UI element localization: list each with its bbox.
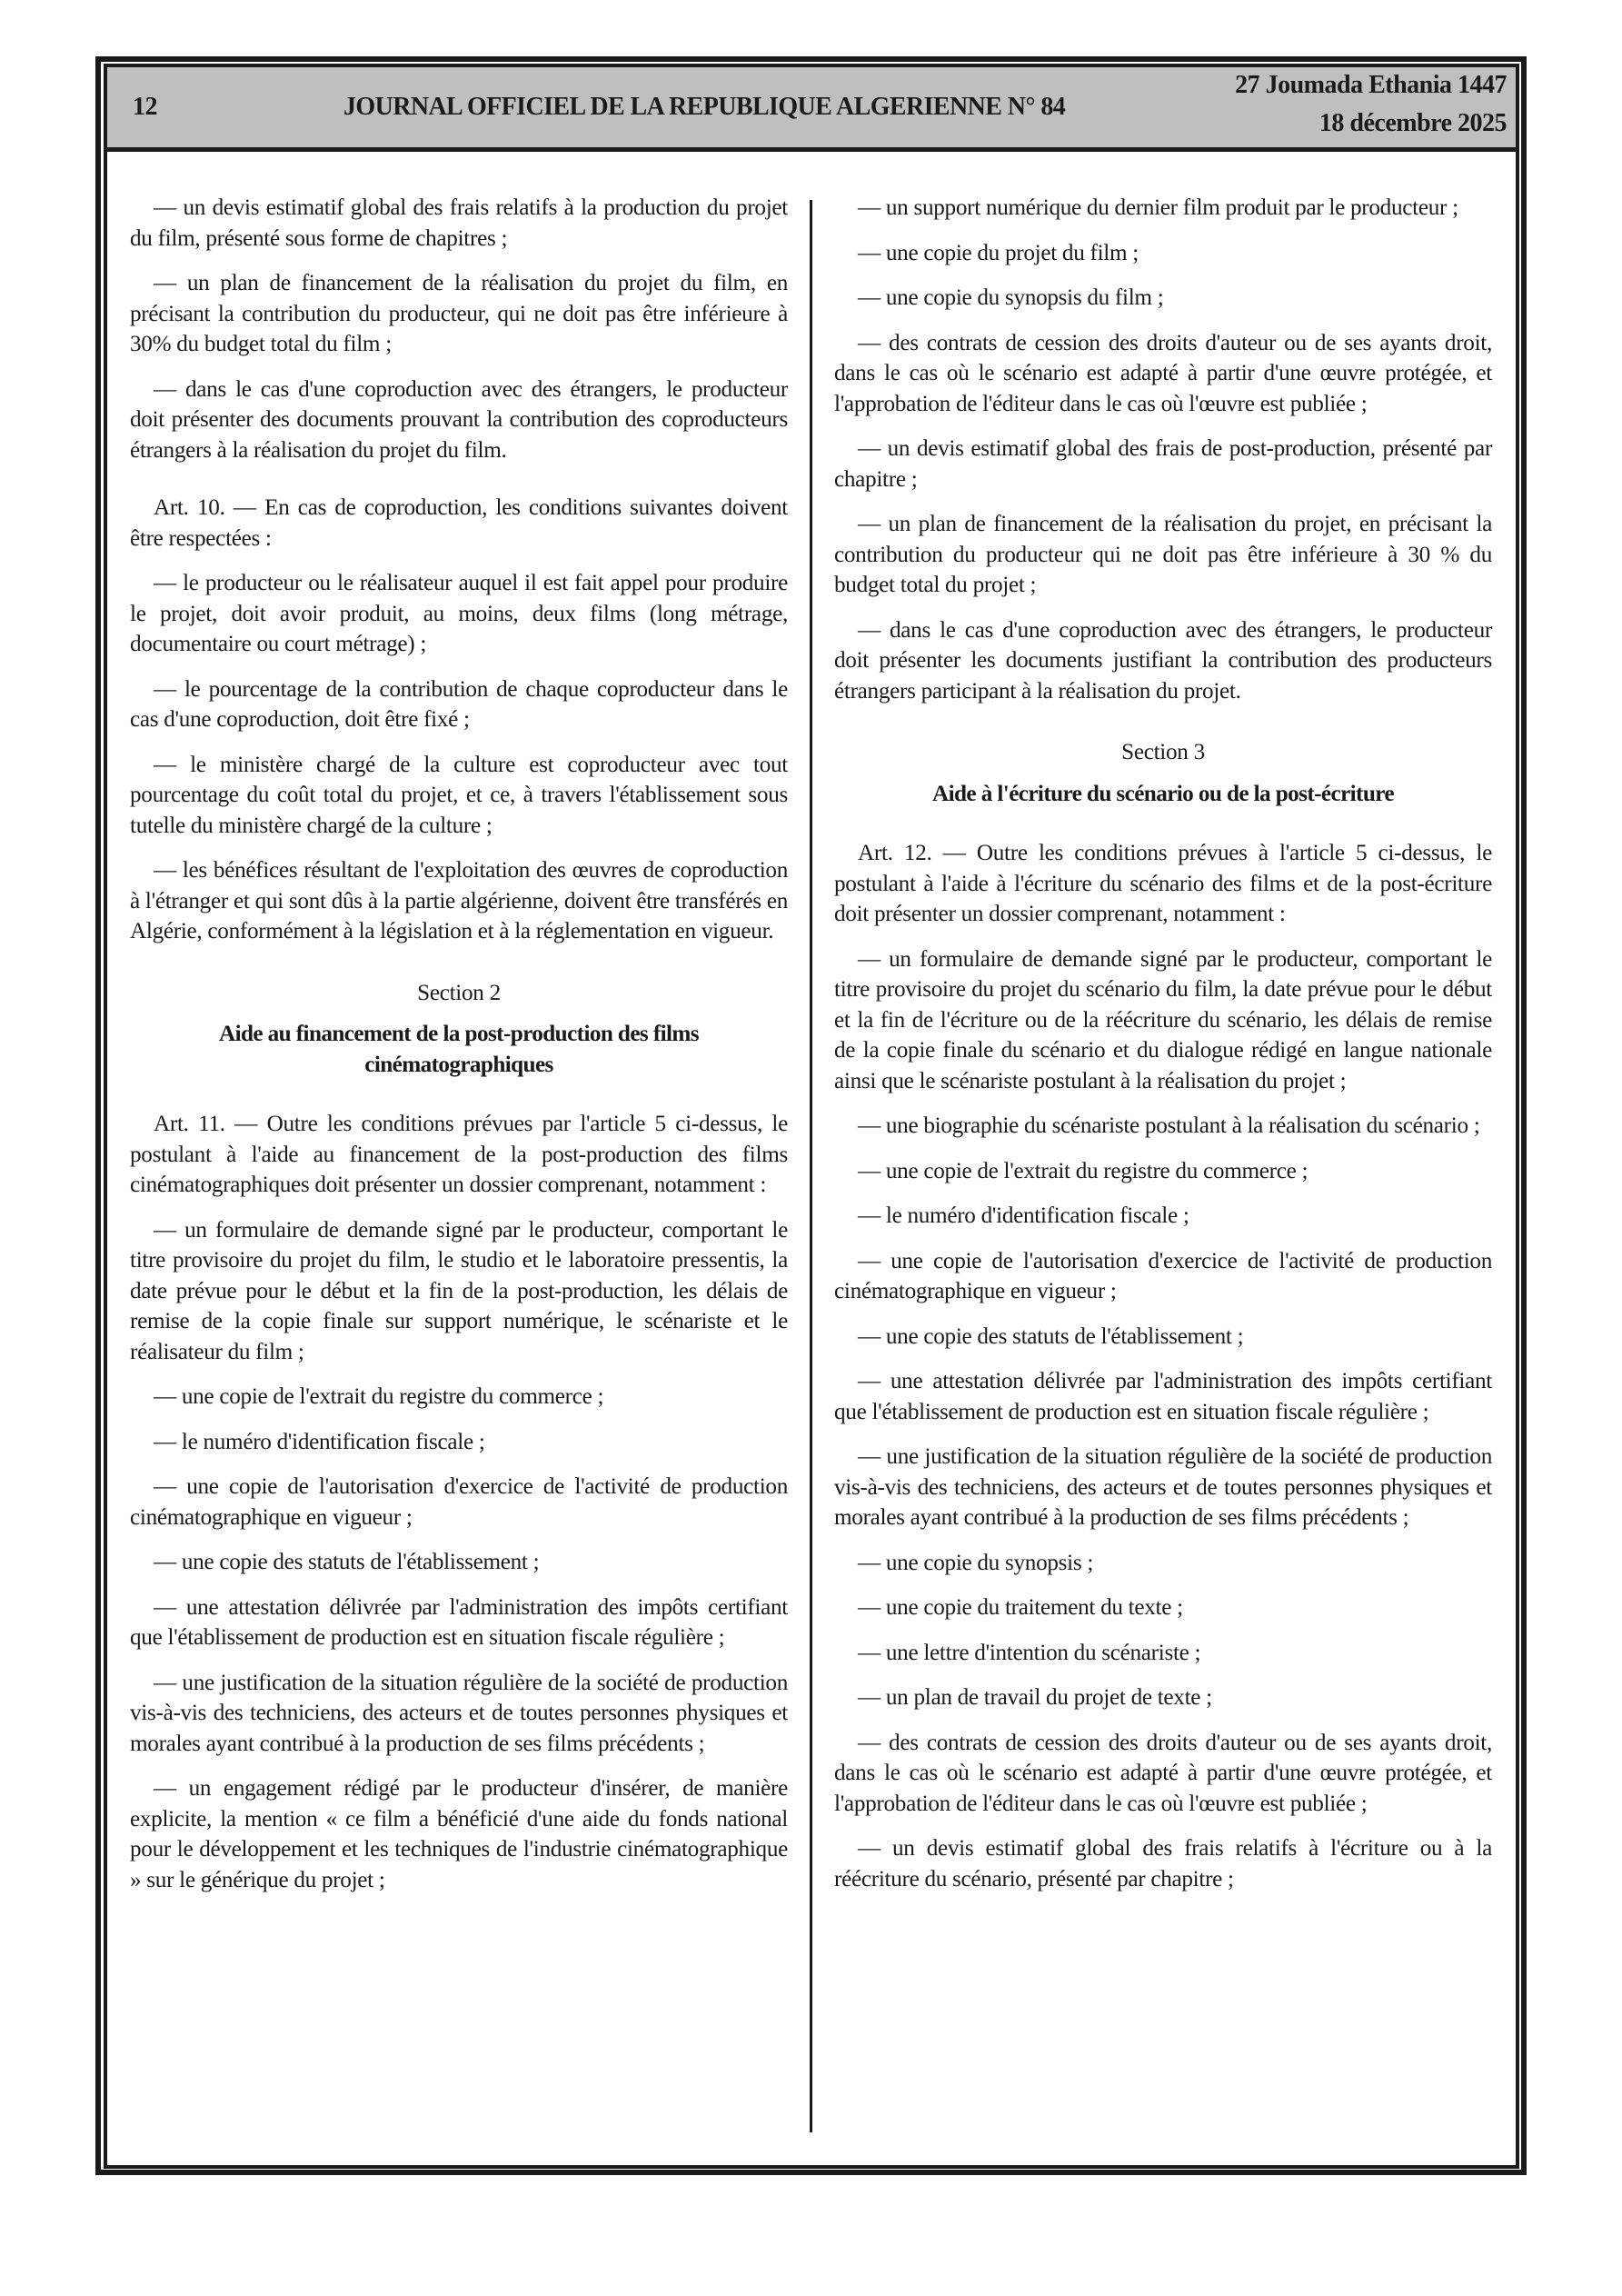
list-item: — une copie du traitement du texte ; [858,1595,1183,1620]
list-item: — une copie de l'autorisation d'exercice de l'activité de production cinématographique en vigueur ; [834,1248,1492,1303]
section-3-label: Section 3 [1121,740,1205,764]
list-item: — dans le cas d'une coproduction avec des étrangers, le producteur doit présenter des documents prouvant la contribution des coproducteurs étrangers à la réalisation du projet du film. [130,376,788,463]
list-item: — le numéro d'identification fiscale ; [858,1203,1189,1228]
page-header [107,67,1516,152]
list-item: — le numéro d'identification fiscale ; [154,1429,485,1454]
right-column [834,193,1492,1909]
list-item: — une copie de l'extrait du registre du commerce ; [858,1158,1309,1183]
article-12-intro: Art. 12. — Outre les conditions prévues à l'article 5 ci-dessus, le postulant à l'aide à l'écriture du scénario des films et de la post-écriture doit présenter un dossier comprenant, notamment : [834,841,1492,926]
list-item: — une copie du synopsis ; [858,1550,1094,1575]
gregorian-date: 18 décembre 2025 [1318,109,1507,137]
list-item: — un plan de travail du projet de texte ; [858,1685,1212,1710]
list-item: — une attestation délivrée par l'administration des impôts certifiant que l'établissement de production est en situation fiscale régulière ; [834,1369,1492,1424]
list-item: — le ministère chargé de la culture est coproducteur avec tout pourcentage du coût total du projet, et ce, à travers l'établissement sous tutelle du ministère chargé de la culture ; [130,752,788,838]
list-item: — un formulaire de demande signé par le producteur, comportant le titre provisoire du projet du film, le studio et le laboratoire pressentis, la date prévue pour le début et la fin de la post-production, les délais de remise de la copie finale sur support numérique, le scénariste et le réalisateur du film ; [130,1217,788,1364]
list-item: — une copie des statuts de l'établissement ; [858,1323,1244,1349]
list-item: — les bénéfices résultant de l'exploitation des œuvres de coproduction à l'étranger et qui sont dûs à la partie algérienne, doivent être transférés en Algérie, conformément à la législation et à la réglementation en vigueur. [130,858,788,943]
list-item: — un formulaire de demande signé par le producteur, comportant le titre provisoire du projet du scénario du film, la date prévue pour le début et la fin de l'écriture ou de la réécriture du scénario, les délais de remise de la copie finale du scénario et du dialogue rédigé en langue nationale ainsi que le scénariste postulant à la réalisation du projet ; [834,946,1492,1093]
list-item: — un plan de financement de la réalisation du projet du film, en précisant la contribution du producteur, qui ne doit pas être inférieure à 30% du budget total du film ; [130,271,788,356]
journal-title: JOURNAL OFFICIEL DE LA REPUBLIQUE ALGERIENNE N° 84 [343,93,1066,121]
list-item: — une copie des statuts de l'établissement ; [154,1550,540,1574]
list-item: — un support numérique du dernier film produit par le producteur ; [858,195,1458,220]
list-item: — un plan de financement de la réalisation du projet, en précisant la contribution du producteur qui ne doit pas être inférieure à 30 % du budget total du projet ; [834,512,1492,597]
list-item: — une copie du synopsis du film ; [858,285,1164,310]
section-2-title: Aide au financement de la post-production des films cinématographiques [219,1022,699,1077]
list-item: — une justification de la situation régulière de la société de production vis-à-vis des techniciens, des acteurs et de toutes personnes physiques et morales ayant contribué à la production de ses films précédents ; [834,1444,1492,1530]
list-item: — des contrats de cession des droits d'auteur ou de ses ayants droit, dans le cas où le scénario est adapté à partir d'une œuvre protégée, et l'approbation de l'éditeur dans le cas où l'œuvre est publiée ; [834,330,1492,416]
section-3-title: Aide à l'écriture du scénario ou de la post-écriture [932,781,1394,806]
list-item: — une biographie du scénariste postulant à la réalisation du scénario ; [858,1113,1480,1138]
article-11-intro: Art. 11. — Outre les conditions prévues par l'article 5 ci-dessus, le postulant à l'aide au financement de la post-production des films cinématographiques doit présenter un dossier comprenant, notamment : [130,1112,788,1197]
section-2-label: Section 2 [417,980,501,1005]
list-item: — le pourcentage de la contribution de chaque coproducteur dans le cas d'une coproduction, doit être fixé ; [130,676,788,732]
hijri-date: 27 Joumada Ethania 1447 [1235,71,1507,99]
list-item: — un devis estimatif global des frais relatifs à l'écriture ou à la réécriture du scénario, présenté par chapitre ; [834,1836,1492,1892]
column-divider [810,200,812,2132]
list-item: — un devis estimatif global des frais relatifs à la production du projet du film, présenté sous forme de chapitres ; [130,195,788,251]
list-item: — un devis estimatif global des frais de post-production, présenté par chapitre ; [834,436,1492,492]
left-column [130,193,788,1910]
list-item: — des contrats de cession des droits d'auteur ou de ses ayants droit, dans le cas où le scénario est adapté à partir d'une œuvre protégée, et l'approbation de l'éditeur dans le cas où l'œuvre est publiée ; [834,1730,1492,1816]
list-item: — une attestation délivrée par l'administration des impôts certifiant que l'établissement de production est en situation fiscale régulière ; [130,1594,788,1650]
list-item: — un engagement rédigé par le producteur d'insérer, de manière explicite, la mention « ce film a bénéficié d'une aide du fonds national pour le développement et les techniques de l'industrie cinématographique » sur le générique du projet ; [130,1776,788,1892]
article-10-intro: Art. 10. — En cas de coproduction, les conditions suivantes doivent être respectées : [130,495,788,551]
page-number: 12 [133,93,157,121]
list-item: — dans le cas d'une coproduction avec des étrangers, le producteur doit présenter les documents justifiant la contribution des producteurs étrangers participant à la réalisation du projet. [834,617,1492,704]
list-item: — une justification de la situation régulière de la société de production vis-à-vis des techniciens, des acteurs et de toutes personnes physiques et morales ayant contribué à la production de ses films précédents ; [130,1670,788,1756]
list-item: — une copie de l'autorisation d'exercice de l'activité de production cinématographique en vigueur ; [130,1474,788,1530]
list-item: — une lettre d'intention du scénariste ; [858,1640,1201,1665]
list-item: — le producteur ou le réalisateur auquel il est fait appel pour produire le projet, doit avoir produit, au moins, deux films (long métrage, documentaire ou court métrage) ; [130,571,788,656]
list-item: — une copie du projet du film ; [858,240,1139,265]
list-item: — une copie de l'extrait du registre du commerce ; [154,1384,604,1409]
